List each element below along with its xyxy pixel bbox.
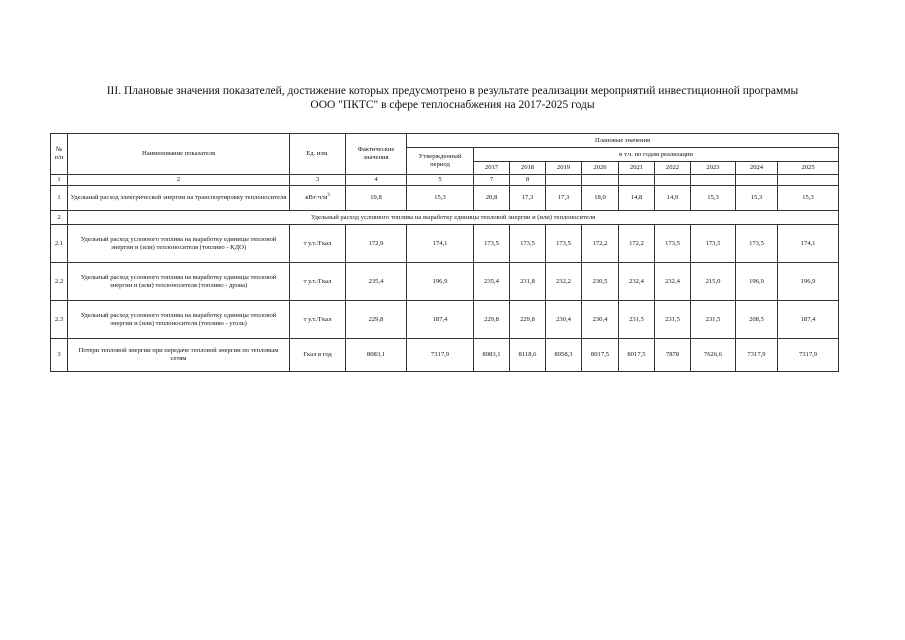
row-year-value: 15,3 xyxy=(778,186,839,211)
row-year-value: 187,4 xyxy=(778,301,839,339)
header-actual: Фактические значения xyxy=(346,134,407,175)
row-unit: Гкал в год xyxy=(290,339,346,372)
header-year: 2018 xyxy=(510,162,546,175)
row-year-value: 231,5 xyxy=(655,301,691,339)
row-num: 2.2 xyxy=(51,263,68,301)
row-name: Удельный расход условного топлива на выработку единицы тепловой энергии и (или) теплоносителя (топливо - КДО) xyxy=(68,225,290,263)
row-name: Потери тепловой энергии при передаче тепловой энергии по тепловым сетям xyxy=(68,339,290,372)
table-row xyxy=(51,339,839,372)
row-year-value: 232,4 xyxy=(655,263,691,301)
row-year-value: 174,1 xyxy=(778,225,839,263)
row-year-value: 173,5 xyxy=(546,225,582,263)
header-planned: Плановые значения xyxy=(407,134,839,148)
header-year: 2022 xyxy=(655,162,691,175)
row-actual: 19,8 xyxy=(346,186,407,211)
row-year-value: 7317,9 xyxy=(778,339,839,372)
row-year-value: 232,2 xyxy=(546,263,582,301)
row-year-value: 173,5 xyxy=(474,225,510,263)
col-number: 1 xyxy=(51,175,68,186)
row-unit: т у.т./Гкал xyxy=(290,301,346,339)
row-year-value: 173,5 xyxy=(691,225,736,263)
row-name: Удельный расход условного топлива на выработку единицы тепловой энергии и (или) теплоносителя (топливо - дрова) xyxy=(68,263,290,301)
document-title xyxy=(40,84,865,112)
row-approved: 7317,9 xyxy=(407,339,474,372)
header-by-years: в т.ч. по годам реализации xyxy=(474,148,839,162)
row-year-value: 8017,5 xyxy=(619,339,655,372)
row-year-value: 8017,5 xyxy=(582,339,619,372)
row-year-value: 7317,9 xyxy=(736,339,778,372)
row-actual: 172,9 xyxy=(346,225,407,263)
title-line-1: III. Плановые значения показателей, достижение которых предусмотрено в результате реализации мероприятий инвестиционной программы xyxy=(106,85,799,97)
row-year-value: 8058,3 xyxy=(546,339,582,372)
row-year-value: 14,9 xyxy=(655,186,691,211)
row-name: Удельный расход условного топлива на выработку единицы тепловой энергии и (или) теплоносителя xyxy=(68,211,839,225)
row-year-value: 8083,1 xyxy=(474,339,510,372)
row-year-value: 230,4 xyxy=(546,301,582,339)
row-year-value: 230,4 xyxy=(582,301,619,339)
header-year: 2025 xyxy=(778,162,839,175)
row-year-value: 173,5 xyxy=(655,225,691,263)
row-year-value: 208,5 xyxy=(736,301,778,339)
row-name: Удельный расход условного топлива на выработку единицы тепловой энергии и (или) теплоносителя (топливо - уголь) xyxy=(68,301,290,339)
row-year-value: 231,8 xyxy=(510,263,546,301)
row-year-value: 172,2 xyxy=(619,225,655,263)
col-number: 3 xyxy=(290,175,346,186)
header-num: № п/п xyxy=(51,134,68,175)
header-name: Наименование показателя xyxy=(68,134,290,175)
row-num: 2.1 xyxy=(51,225,68,263)
row-actual: 235,4 xyxy=(346,263,407,301)
header-approved: Утвержденный период xyxy=(407,148,474,175)
row-year-value: 231,5 xyxy=(691,301,736,339)
row-year-value: 7626,6 xyxy=(691,339,736,372)
row-approved: 174,1 xyxy=(407,225,474,263)
row-year-value: 17,3 xyxy=(546,186,582,211)
col-number: 4 xyxy=(346,175,407,186)
row-year-value: 229,8 xyxy=(474,301,510,339)
row-num: 3 xyxy=(51,339,68,372)
header-year: 2023 xyxy=(691,162,736,175)
table-row xyxy=(51,263,839,301)
row-year-value: 235,4 xyxy=(474,263,510,301)
row-name: Удельный расход электрической энергии на транспортировку теплоносителя xyxy=(68,186,290,211)
header-year: 2017 xyxy=(474,162,510,175)
row-year-value: 7878 xyxy=(655,339,691,372)
unit-superscript: 3 xyxy=(327,192,330,198)
row-year-value: 173,5 xyxy=(510,225,546,263)
row-approved: 187,4 xyxy=(407,301,474,339)
row-year-value: 196,9 xyxy=(736,263,778,301)
row-actual: 229,8 xyxy=(346,301,407,339)
col-number: 8 xyxy=(510,175,546,186)
row-year-value: 15,3 xyxy=(736,186,778,211)
table-row xyxy=(51,186,839,211)
table-row xyxy=(51,301,839,339)
unit-text: кВт·ч/м xyxy=(305,194,328,201)
row-approved: 15,3 xyxy=(407,186,474,211)
header-year: 2019 xyxy=(546,162,582,175)
row-year-value: 18,0 xyxy=(582,186,619,211)
row-year-value: 196,9 xyxy=(778,263,839,301)
row-year-value: 215,0 xyxy=(691,263,736,301)
row-year-value: 14,8 xyxy=(619,186,655,211)
header-year: 2020 xyxy=(582,162,619,175)
col-number: 5 xyxy=(407,175,474,186)
row-year-value: 17,3 xyxy=(510,186,546,211)
row-unit: т у.т./Гкал xyxy=(290,263,346,301)
row-year-value: 20,8 xyxy=(474,186,510,211)
header-year: 2021 xyxy=(619,162,655,175)
row-num: 2 xyxy=(51,211,68,225)
header-unit: Ед. изм. xyxy=(290,134,346,175)
row-num: 2.3 xyxy=(51,301,68,339)
col-number: 2 xyxy=(68,175,290,186)
row-num: 1 xyxy=(51,186,68,211)
table-row xyxy=(51,225,839,263)
row-unit: т у.т./Гкал xyxy=(290,225,346,263)
row-year-value: 172,2 xyxy=(582,225,619,263)
row-year-value: 173,5 xyxy=(736,225,778,263)
row-actual: 8083,1 xyxy=(346,339,407,372)
row-year-value: 231,5 xyxy=(619,301,655,339)
row-year-value: 15,3 xyxy=(691,186,736,211)
row-year-value: 229,8 xyxy=(510,301,546,339)
row-unit xyxy=(290,186,346,211)
row-year-value: 230,5 xyxy=(582,263,619,301)
indicators-table xyxy=(50,133,839,372)
title-line-2: ООО "ПКТС" в сфере теплоснабжения на 2017-2025 годы xyxy=(310,99,595,111)
row-year-value: 8118,6 xyxy=(510,339,546,372)
row-year-value: 232,4 xyxy=(619,263,655,301)
table-row xyxy=(51,211,839,225)
row-approved: 196,9 xyxy=(407,263,474,301)
header-year: 2024 xyxy=(736,162,778,175)
col-number: 7 xyxy=(474,175,510,186)
